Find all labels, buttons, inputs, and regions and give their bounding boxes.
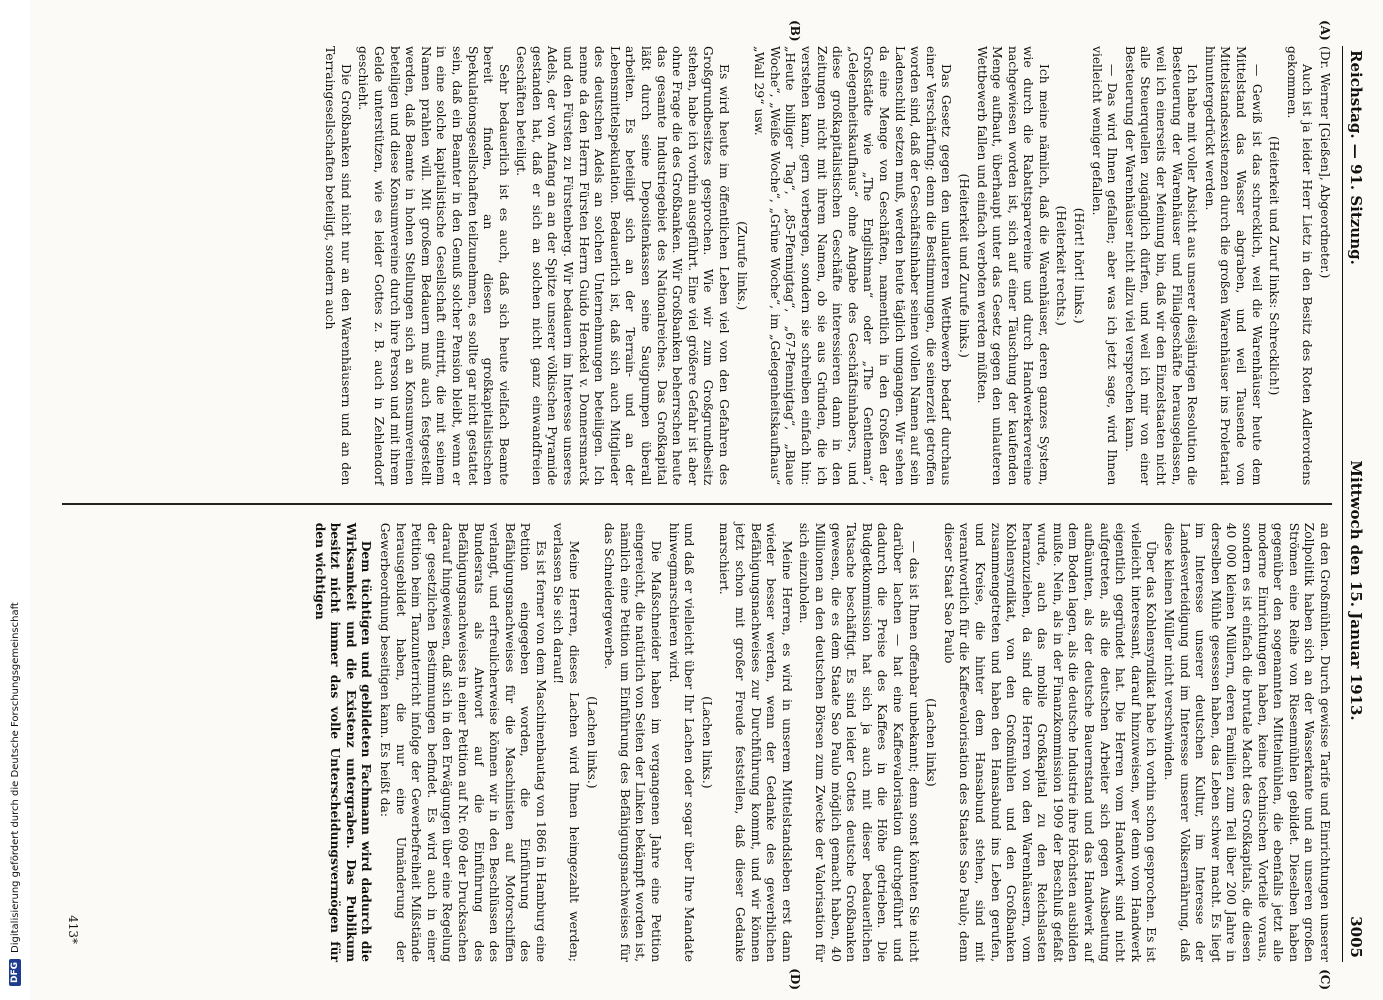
header-date: Mittwoch den 15. Januar 1913. <box>1347 460 1365 721</box>
interjection: (Lachen links.) <box>699 696 714 789</box>
paragraph: und daß er vielleicht über Ihr Lachen oder sogar über Ihre Mandate hinwegmarschieren wird. <box>666 522 697 963</box>
paragraph: (Dr. Werner [Gießen], Abgeordneter.) <box>1318 46 1332 279</box>
paragraph: an den Großmühlen. Durch gewisse Tarife und Einrichtungen unserer Zollpolitik haben sich an der Wasserkante und an unseren großen Strömen eine Reihe von Riesenmühlen gebildet. Dieselben haben gegenüber den sogenannten Mittelmühlen, die ebenfalls jetzt alle moderne Einrichtungen haben, keine technischen Vorteile voraus, sondern es ist einfach die brutale Macht des Großkapitals, die diesen 40 000 kleinen Müllern, deren Familien zum Teil über 200 Jahre in derselben Mühle gesessen haben, das Leben schwer macht. Es liegt im Interesse unserer deutschen Kultur, im Interesse der Landesverteidigung und im Interesse unserer Volksernährung, daß diese kleinen Müller nicht verschwinden. <box>1162 522 1332 963</box>
interjection: (Heiterkeit rechts.) <box>1054 205 1069 326</box>
interjection: (Hört! hört! links.) <box>1072 207 1087 324</box>
paragraph: Das Gesetz gegen den unlauteren Wettbewerb bedarf durchaus einer Verschärfung; denn die Bestimmungen, die seinerzeit getroffen worden sind, daß der Geschäftsinhaber seinen vollen Namen auf sein Ladenschild setzen muß, werden heute täglich umgangen. Wir sehen da eine Menge von Geschäften, namentlich in den Großen der Großstädte wie „The Englishman“ oder „The Gentleman“, „Gelegenheitskaufhaus“ ohne Angabe des Geschäftsinhabers, und diese großkapitalistischen Geschäfte interessieren dann in den Zeitungen nicht mit ihrem Namen, ob sie aus Gründen, die ich verstehen kann, gern verbergen, sondern sie schreiben einfach hin: „Heute billiger Tag“, „85-Pfennigtag“, „67-Pfennigtag“, „Blaue Woche“, „Weiße Woche“, „Grüne Woche“, im „Gelegenheitskaufhaus“ „Wall 29“ usw. <box>752 46 954 486</box>
quotation: Dem tüchtigen und gebildeten Fachmann wird dadurch die Wirksamkeit und die Existenz untergraben. Das Publikum besitzt nicht immer das volle Unterscheidungsvermögen für den wichtigen <box>312 522 375 963</box>
page-number: 3005 <box>1347 916 1365 958</box>
paragraph: Meine Herren, dieses Lachen wird Ihnen heimgezahlt werden; verlassen Sie sich darauf! <box>551 522 582 963</box>
interjection: (Lachen links) <box>924 698 939 787</box>
margin-marker-a: (A) <box>1318 20 1332 41</box>
dfg-logo: DFG <box>9 959 21 986</box>
right-column <box>62 522 1332 991</box>
paragraph: — Das wird Ihnen gefallen; aber was ich jetzt sage, wird Ihnen vielleicht weniger gefallen. <box>1089 46 1120 486</box>
text-columns <box>62 20 1332 991</box>
column-divider <box>62 503 1332 504</box>
margin-marker-c: (C) <box>1318 969 1332 991</box>
scanned-page <box>30 0 1383 1000</box>
margin-marker-d: (D) <box>788 968 802 991</box>
signature-mark: 413* <box>65 915 80 945</box>
margin-marker-b: (B) <box>788 20 802 42</box>
paragraph: Sehr bedauerlich ist es auch, daß sich heute vielfach Beamte bereit finden, an diesen großkapitalistischen Spekulationsgesellschaften teilzunehmen, es sollte gar nicht gestattet sein, daß ein Beamter in den Genuß solcher Pension bleibt, wenn er in eine solche kapitalistische Gesellschaft eintritt, die mit seinem Namen prahlen will. Mit großem Bedauern muß auch festgestellt werden, daß Beamte in hohen Stellungen sich an Konsumvereinen beteiligen und diese Konsumvereine durch ihre Person und mit ihrem Gelde unterstützen, wie es leider Gottes z. B. auch in Zehlendorf geschieht. <box>356 46 511 486</box>
interjection: (Heiterkeit und Zurufe links.) <box>956 173 971 358</box>
header-left: Reichstag. — 91. Sitzung. <box>1347 50 1365 265</box>
paragraph: Ich meine nämlich, daß die Warenhäuser, deren ganzes System, wie durch die Rabattsparvereine und durch Handwerkervereine nachgewiesen worden ist, sich auf einer Täuschung der kaufenden Menge aufbaut, überhaupt unter das Gesetz gegen den unlauteren Wettbewerb fallen und einfach verboten werden müßten. <box>974 46 1051 486</box>
interjection: (Zurufe links.) <box>734 221 749 311</box>
paragraph: Über das Kohlensyndikat habe ich vorhin schon gesprochen. Es ist vielleicht interessant, darauf hinzuweisen, wer denn vom Handwerk eigentlich gegründet hat. Die Herren vom Handwerk sind nicht aufgetreten, als die deutschen Arbeiter sich gegen Ausbeutung aufbäumten, als der deutsche Bauernstand und das Handwerk auf dem Boden lagen, als die deutsche Industrie ihre Höchsten ausbilden mußte. Nein, als in der Finanzkommission 1909 der Beschluß gefaßt wurde, auch das mobile Großkapital zu den Reichslasten heranzuziehen, da sind die Herren von den Warenhäusern, vom Kohlensyndikat, von den Großmühlen und den Großbanken zusammengetreten und haben den Hansabund ins Leben gerufen, und Kreise, die hinter dem Hansabund stehen, sind mit verantwortlich für die Kaffeevalorisation des Staates Sao Paulo; denn dieser Staat Sao Paulo <box>941 522 1159 963</box>
digitization-credit <box>0 0 30 1000</box>
page-header <box>1342 46 1365 962</box>
page-content <box>30 0 1383 1000</box>
paragraph: Es ist ferner von dem Maschinenbautag von 1866 in Hamburg eine Petition eingegeben worden, die Einführung des Befähigungsnachweises für die Maschinisten auf Motorschiffen verlangt, und erfreulicherweise können wir in den Beschlüssen des Bundesrats als Antwort auf die Einführung des Befähigungsnachweises in einer Petition auf Nr. 609 der Drucksachen darauf hingewiesen, daß sich in den Erwägungen über eine Regelung der gesetzlichen Bestimmungen befindet. Es wird auch in einer Petition beim Tanzunterricht infolge der Gewerbefreiheit Mißstände herausgebildet haben, die nur eine Umänderung der Gewerbeordnung beseitigen kann. Es heißt da: <box>377 522 548 963</box>
credit-text: Digitalisierung gefördert durch die Deutsche Forschungsgemeinschaft <box>9 602 21 953</box>
interjection: (Lachen links.) <box>584 696 599 789</box>
paragraph: — Gewiß ist das schrecklich, weil die Warenhäuser heute dem Mittelstand das Wasser abgraben, und weil Tausende von Mittelstandsexistenzen durch die großen Warenhäuser ins Proletariat hinuntergedrückt werden. <box>1202 46 1264 486</box>
paragraph: Es wird heute im öffentlichen Leben viel von den Gefahren des Großgrundbesitzes gesprochen. Wie wir zum Großgrundbesitz stehen, habe ich vorhin ausgeführt. Eine viel größere Gefahr ist aber ohne Frage die des Großbanken. Wir Großbanken beherrschen heute das gesamte Industriegebiet des Nationalreiches. Das Großkapital läßt durch seine Depositenkassen seine Saugpumpen überall arbeiten. Es beteiligt sich an der Terrain- und an der Lebensmittelspekulation. Bedauerlich ist, daß sich auch Mitglieder des deutschen Adels an solchen Unternehmungen beteiligen. Ich nenne da den Herrn Fürsten Herrn Guido Henckel v. Donnersmarck und den Fürsten zu Fürstenberg. Wir bedauern im Interesse unseres Adels, der von Anfang an an der Spitze unserer völkischen Pyramide gestanden hat, daß er sich an solchen nicht ganz einwandfreien Geschäften beteiligt. <box>514 46 732 486</box>
paragraph: Meine Herren, es wird in unserem Mittelstandsleben erst dann wieder besser werden, wenn der Gedanke des gewerblichen Befähigungsnachweises zur Durchführung kommt, und wir können jetzt schon mit großer Freude feststellen, daß dieser Gedanke marschiert. <box>717 522 794 963</box>
left-column <box>62 20 1332 486</box>
paragraph: Auch ist ja leider Herr Lietz in den Besitz des Roten Adlerordens gekommen. <box>1284 46 1315 486</box>
paragraph: — das ist Ihnen offenbar unbekannt; denn sonst könnten Sie nicht darüber lachen — hat eine Kaffeevalorisation durchgeführt und dadurch die Preise des Kaffees in die Höhe getrieben. Die Budgetkommission hat sich ja auch mit dieser bedauerlichen Tatsache beschäftigt. Es sind leider Gottes deutsche Großbanken gewesen, die es dem Staate Sao Paulo möglich gemacht haben, 40 Millionen an den deutschen Börsen zum Zwecke der Valorisation für sich einzuholen. <box>797 522 921 963</box>
paragraph: Ich habe mit voller Absicht aus unserer diesjährigen Resolution die Besteuerung der Warenhäuser und Filialgeschäfte herausgelassen, weil ich einerseits der Meinung bin, daß wir den Einzelstaaten nicht alle Steuerquellen zugänglich dürfen, und weil ich mir von einer Besteuerung der Warenhäuser nicht allzu viel versprechen kann. <box>1122 46 1200 486</box>
paragraph: Die Maßschneider haben im vergangenen Jahre eine Petition eingereicht, die natürlich von Seiten der Linken bekämpft worden ist, nämlich eine Petition um Einführung des Befähigungsnachweises für das Schneidergewerbe. <box>602 522 664 963</box>
paragraph: Die Großbanken sind nicht nur an den Warenhäusern und an den Terraingesellschaften beteiligt, sondern auch <box>323 46 353 486</box>
interjection: (Heiterkeit und Zuruf links: Schrecklich!) <box>1267 135 1282 396</box>
